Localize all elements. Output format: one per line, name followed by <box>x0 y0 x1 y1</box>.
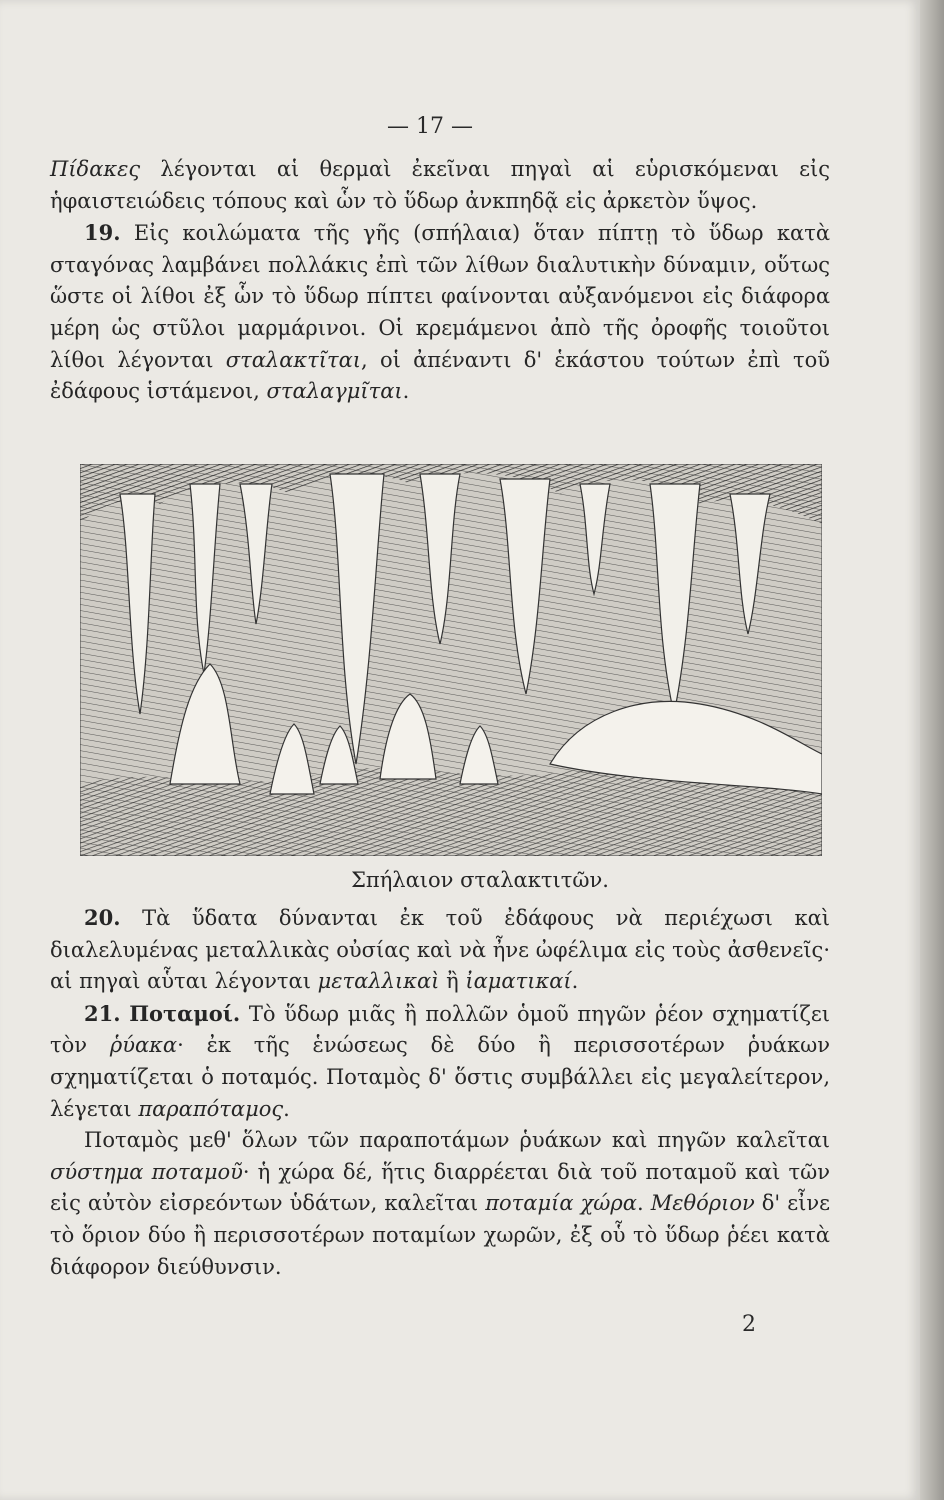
section-21-text-a: Τὸ ὕδωρ μιᾶς ἢ πολλῶν ὁμοῦ πηγῶν ῥέον σχηματίζει τὸν <box>50 1001 830 1058</box>
section-20-text-b: ἢ <box>439 969 466 994</box>
section-21-number: 21. <box>84 1000 121 1026</box>
term-iamatikai: ἰαματικαί <box>465 969 572 994</box>
section-21 <box>50 998 830 1125</box>
section-19 <box>50 217 830 408</box>
section-20-number: 20. <box>84 905 121 930</box>
section-20-text-a: Τὰ ὕδατα δύνανται ἐκ τοῦ ἐδάφους νὰ περιέχωσι καὶ διαλελυμένας μεταλλικὰς οὐσίας καὶ νὰ ἦνε ὠφέλιμα εἰς τοὺς ἀσθενεῖς· αἱ πηγαὶ αὗται λέγονται <box>50 906 830 994</box>
section-19-text-c: . <box>402 379 410 404</box>
figure-caption: Σπήλαιον σταλακτιτῶν. <box>351 868 609 892</box>
term-metallikai: μεταλλικαὶ <box>317 969 440 994</box>
cave-illustration <box>80 464 822 856</box>
paragraph-systima <box>50 1125 830 1283</box>
term-stalaktites: σταλακτῖται <box>225 347 362 372</box>
section-20-text-c: . <box>571 969 579 994</box>
signature-mark: 2 <box>742 1312 756 1337</box>
paragraph-systima-text-a: Ποταμὸς μεθ' ὅλων τῶν παραποτάμων ῥυάκων καὶ πηγῶν καλεῖται <box>84 1128 830 1153</box>
paragraph-pidakes <box>50 154 830 217</box>
paragraph-systima-text-b: · ἡ χώρα δέ, ἥτις διαρρέεται διὰ τοῦ ποταμοῦ καὶ τῶν εἰς αὐτὸν εἰσρεόντων ὑδάτων, καλεῖται <box>50 1159 830 1216</box>
paragraph-systima-text-c: . <box>636 1191 651 1216</box>
paragraph-pidakes-text: λέγονται αἱ θερμαὶ ἐκεῖναι πηγαὶ αἱ εὑρισκόμεναι εἰς ἡφαιστειώδεις τόπους καὶ ὧν τὸ ὕδωρ ἀνκπηδᾷ εἰς ἀρκετὸν ὕψος. <box>50 157 830 213</box>
term-ryakas: ῥύακα <box>109 1033 178 1058</box>
section-19-number: 19. <box>84 220 121 246</box>
term-stalagmites: σταλαγμῖται <box>266 379 403 404</box>
term-systima-potamou: σύστημα ποταμοῦ <box>50 1159 243 1184</box>
section-20 <box>50 902 830 998</box>
section-19-text-b: , οἱ ἀπέναντι δ' ἑκάστου τούτων ἐπὶ τοῦ ἐδάφους ἱστάμενοι, <box>50 347 830 404</box>
section-21-text-b: · ἐκ τῆς ἑνώσεως δὲ δύο ἢ περισσοτέρων ῥυάκων σχηματίζεται ὁ ποταμός. Ποταμὸς δ' ὅστις συμβάλλει εἰς μεγαλείτερον, λέγεται <box>50 1033 831 1121</box>
term-methorion: Μεθόριον <box>650 1191 755 1216</box>
section-21-heading: Ποταμοί. <box>129 1000 241 1026</box>
section-21-text-c: . <box>283 1096 290 1121</box>
text-top <box>50 154 830 408</box>
term-potamia-chora: ποταμία χώρα <box>485 1191 637 1216</box>
paragraph-systima-text-d: δ' εἶνε τὸ ὅριον δύο ἢ περισσοτέρων ποταμίων χωρῶν, ἐξ οὗ τὸ ὕδωρ ῥέει κατὰ διάφορον διεύθυνσιν. <box>50 1191 831 1279</box>
term-pidakes: Πίδακες <box>50 157 141 181</box>
page-number: — 17 — <box>387 114 473 139</box>
term-parapotamos: παραπόταμος <box>138 1096 284 1121</box>
section-19-text-a: Εἰς κοιλώματα τῆς γῆς (σπήλαια) ὅταν πίπτῃ τὸ ὕδωρ κατὰ σταγόνας λαμβάνει πολλάκις ἐπὶ τῶν λίθων διαλυτικὴν δύναμιν, οὕτως ὥστε οἱ λίθοι ἐξ ὧν τὸ ὕδωρ πίπτει φαίνονται αὐξανόμενοι εἰς διάφορα μέρη ὡς στῦλοι μαρμάρινοι. Οἱ κρεμάμενοι ἀπὸ τῆς ὀροφῆς τοιοῦτοι λίθοι λέγονται <box>50 221 830 372</box>
text-bottom <box>50 902 830 1283</box>
